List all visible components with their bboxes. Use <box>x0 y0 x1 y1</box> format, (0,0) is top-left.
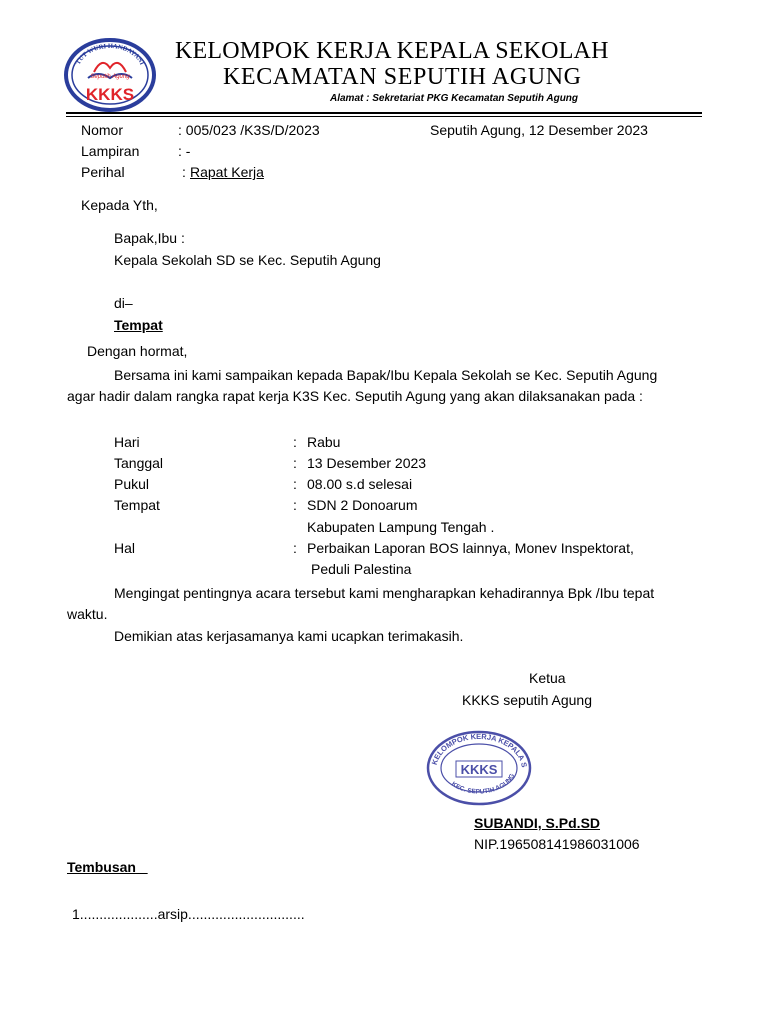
closing-2: Demikian atas kerjasamanya kami ucapkan terimakasih. <box>114 628 464 644</box>
intro-line-2: agar hadir dalam rangka rapat kerja K3S Kec. Seputih Agung yang akan dilaksanakan pada : <box>67 388 643 404</box>
letterhead-divider-thin <box>66 116 702 117</box>
detail-value-hal-2: Peduli Palestina <box>311 561 412 577</box>
tembusan-heading: Tembusan <box>67 859 136 875</box>
detail-value-hari: Rabu <box>307 434 341 450</box>
signatory-name: SUBANDI, S.Pd.SD <box>474 815 601 831</box>
recipient-line-2: Kepala Sekolah SD se Kec. Seputih Agung <box>114 252 381 268</box>
letterhead-divider-thick <box>66 112 702 114</box>
stamp-center-text: KKKS <box>460 762 498 777</box>
logo-motto: TUT WURI HANDAYANI <box>74 42 146 67</box>
detail-label-hari: Hari <box>114 434 140 450</box>
place-date: Seputih Agung, 12 Desember 2023 <box>430 122 648 138</box>
signature-title: Ketua <box>529 670 566 686</box>
kepada-yth: Kepada Yth, <box>81 197 158 213</box>
letterhead-address: Alamat : Sekretariat PKG Kecamatan Seputih Agung <box>330 93 579 104</box>
kkks-stamp <box>426 730 532 806</box>
letterhead-title-2: KECAMATAN SEPUTIH AGUNG <box>223 64 582 90</box>
kkks-logo <box>64 38 156 112</box>
detail-colon: : <box>293 497 297 513</box>
logo-text: KKKS <box>85 85 135 104</box>
signatory-nip: NIP.196508141986031006 <box>474 836 640 852</box>
detail-label-pukul: Pukul <box>114 476 150 492</box>
perihal-label: Perihal <box>81 164 125 180</box>
detail-value-hal: Perbaikan Laporan BOS lainnya, Monev Inspektorat, <box>307 540 634 556</box>
detail-value-tempat: SDN 2 Donoarum <box>307 497 418 513</box>
closing-1-line-1: Mengingat pentingnya acara tersebut kami mengharapkan kehadirannya Bpk /Ibu tepat <box>114 585 655 601</box>
detail-value-tempat-2: Kabupaten Lampung Tengah . <box>307 519 495 535</box>
detail-label-tanggal: Tanggal <box>114 455 164 471</box>
intro-line-1: Bersama ini kami sampaikan kepada Bapak/Ibu Kepala Sekolah se Kec. Seputih Agung <box>114 367 658 383</box>
recipient-line-1: Bapak,Ibu : <box>114 230 185 246</box>
detail-colon: : <box>293 434 297 450</box>
recipient-tempat: Tempat <box>114 317 163 333</box>
perihal-value: Rapat Kerja <box>190 164 264 180</box>
lampiran-value: : - <box>178 143 191 159</box>
signature-org: KKKS seputih Agung <box>462 692 592 708</box>
stamp-top-text: KELOMPOK KERJA KEPALA S <box>429 731 529 769</box>
nomor-label: Nomor <box>81 122 124 138</box>
greeting: Dengan hormat, <box>87 343 188 359</box>
detail-label-tempat: Tempat <box>114 497 160 513</box>
detail-colon: : <box>293 455 297 471</box>
detail-label-hal: Hal <box>114 540 136 556</box>
nomor-value: : 005/023 /K3S/D/2023 <box>178 122 320 138</box>
perihal-colon: : <box>182 164 186 180</box>
logo-script: Seputih Agung <box>90 74 130 80</box>
letterhead-title-1: KELOMPOK KERJA KEPALA SEKOLAH <box>175 38 609 64</box>
detail-value-pukul: 08.00 s.d selesai <box>307 476 413 492</box>
closing-1-line-2: waktu. <box>67 606 108 622</box>
tembusan-item-1: 1....................arsip.............................. <box>72 906 305 922</box>
detail-value-tanggal: 13 Desember 2023 <box>307 455 427 471</box>
stamp-bottom-text: KEC. SEPUTIH AGUNG <box>449 772 517 796</box>
recipient-di: di– <box>114 295 133 311</box>
detail-colon: : <box>293 540 297 556</box>
lampiran-label: Lampiran <box>81 143 140 159</box>
detail-colon: : <box>293 476 297 492</box>
